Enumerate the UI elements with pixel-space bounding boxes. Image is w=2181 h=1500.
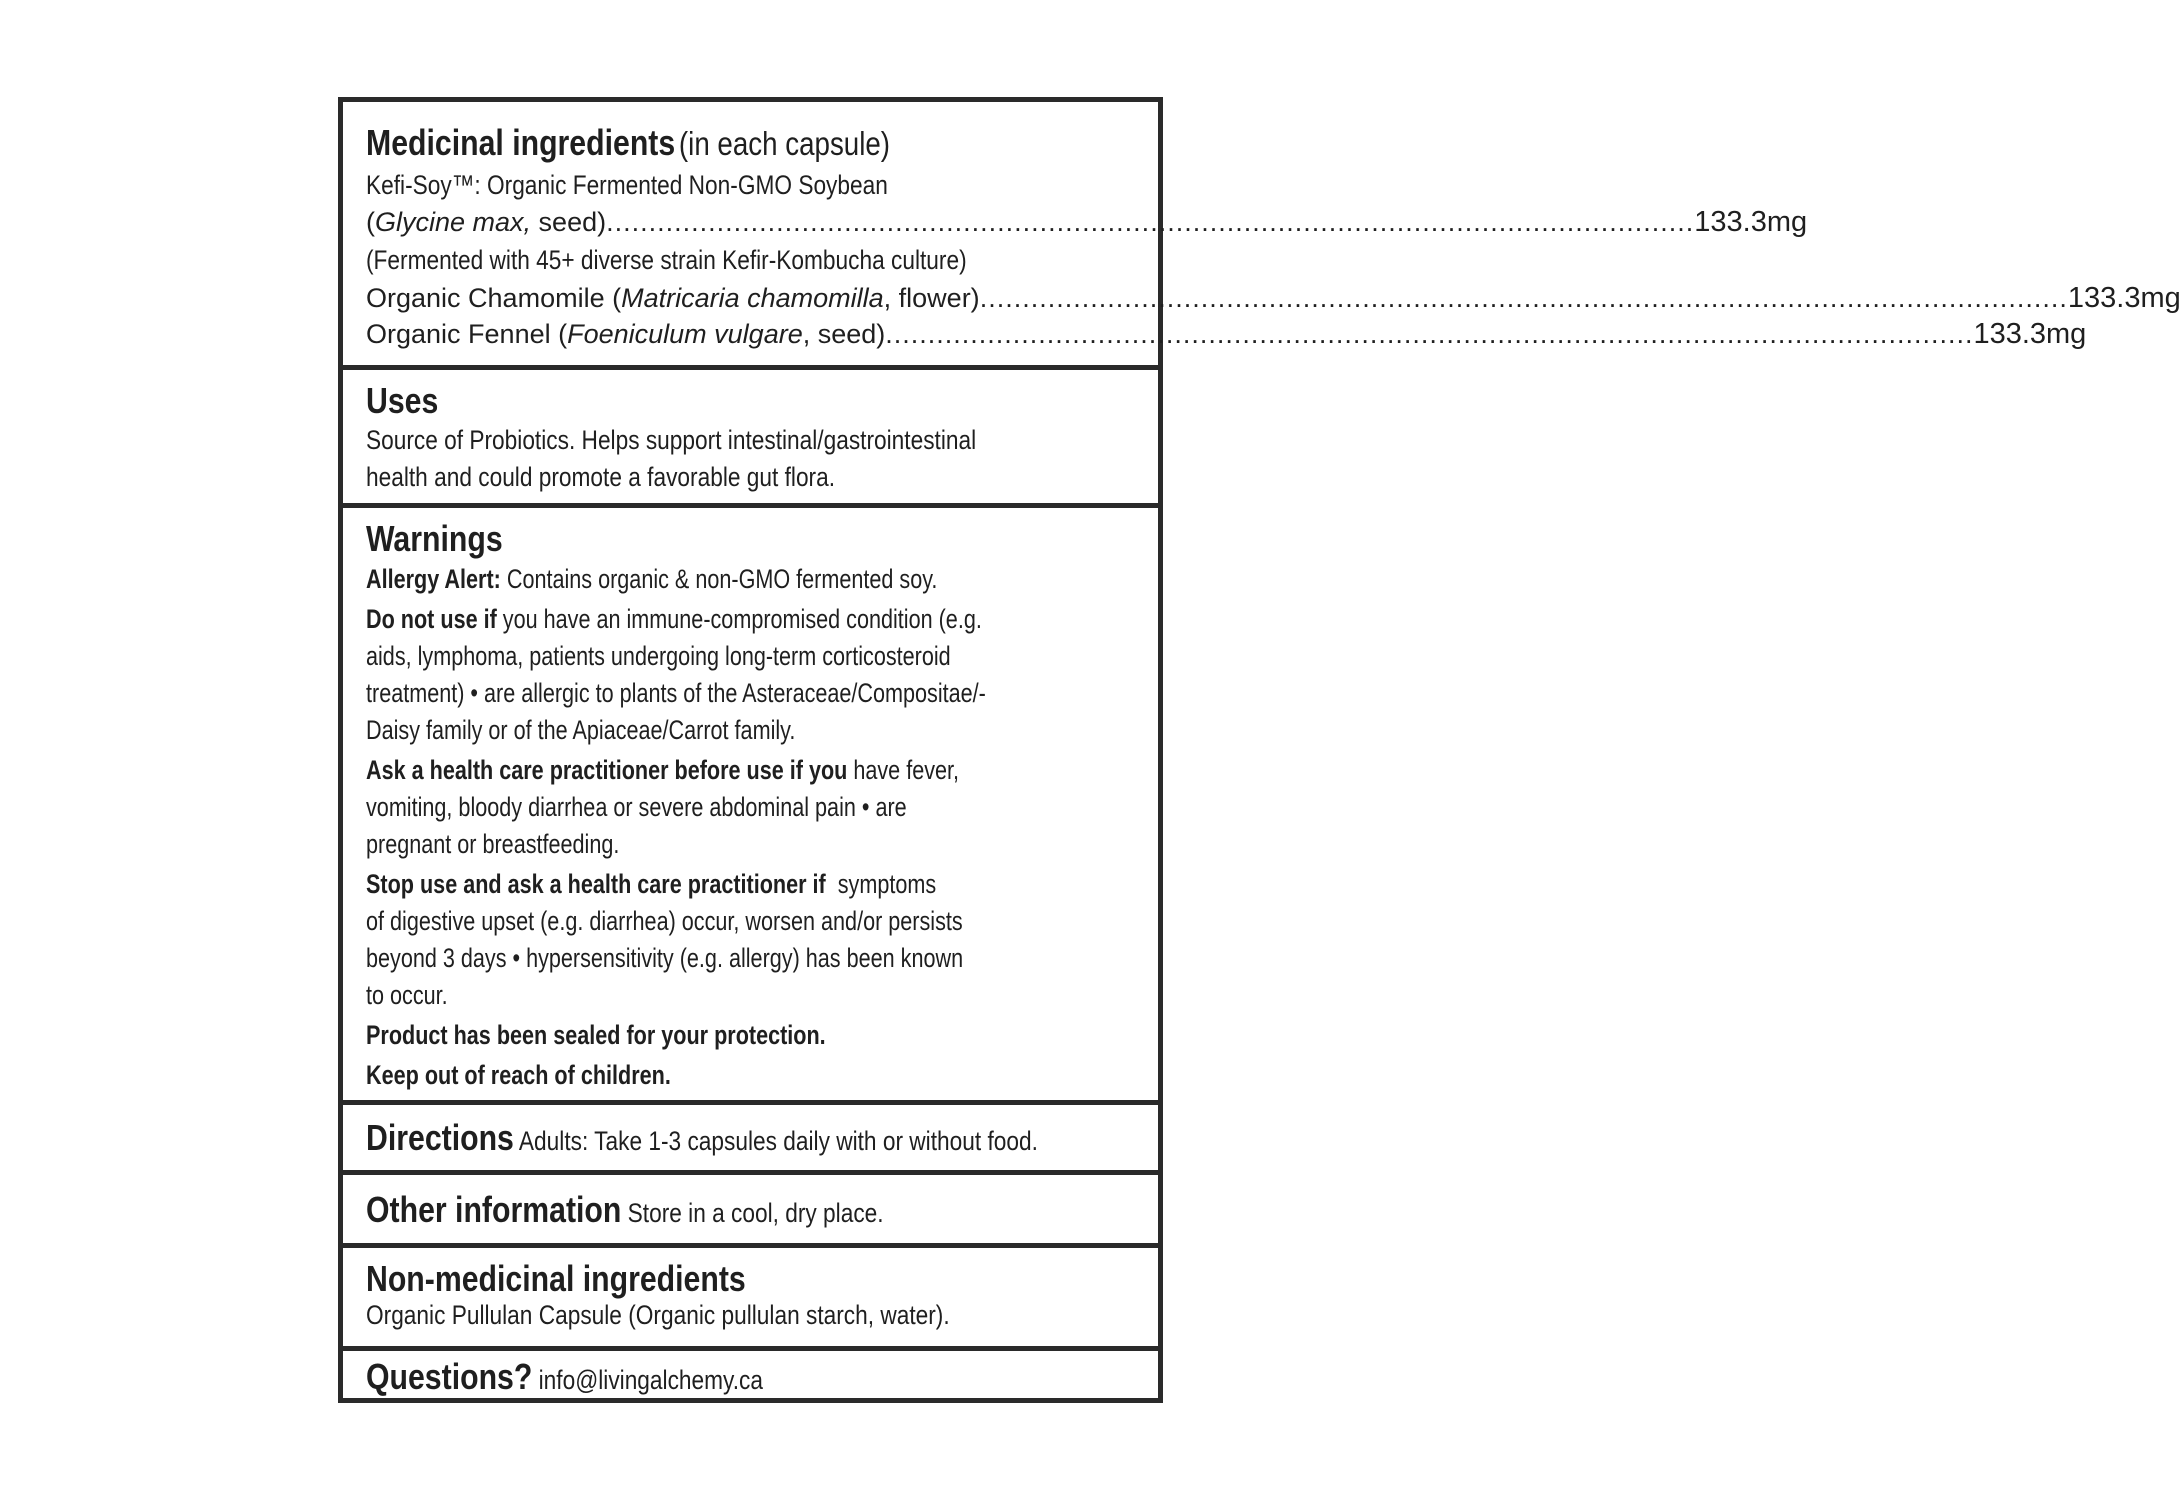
leader-dots: ................................................................................................................................ [606,207,1695,237]
directions-section [343,1100,1158,1170]
questions-section [343,1346,1158,1398]
sealed-notice: Product has been sealed for your protection. [366,1020,826,1050]
non-medicinal-heading: Non-medicinal ingredients [366,1258,746,1299]
warnings-heading: Warnings [366,518,503,559]
supplement-facts-label [338,97,2181,1403]
kefi-soy-line: Kefi-Soy™: Organic Fermented Non-GMO Soybean [366,170,888,200]
other-information-section [343,1170,1158,1243]
soy-amount: 133.3mg [1694,206,1808,238]
uses-text-line-2: health and could promote a favorable gut flora. [366,462,836,492]
medicinal-heading: Medicinal ingredients [366,122,676,163]
ask-practitioner-label: Ask a health care practitioner before use if you [366,755,848,785]
non-medicinal-section [343,1243,1158,1346]
fennel-latin-name: Foeniculum vulgare [567,319,803,349]
directions-heading: Directions [366,1117,514,1158]
do-not-use-line-2: aids, lymphoma, patients undergoing long-term corticosteroid [366,641,951,671]
ask-line-3: pregnant or breastfeeding. [366,829,620,859]
fennel-amount: 133.3mg [1973,318,2087,350]
ingredient-row-soy: (Glycine max, seed) ................................................................................................................................ 133.3mg [366,206,1808,238]
soy-latin-name: Glycine max, [375,207,532,237]
questions-email[interactable]: info@livingalchemy.ca [532,1365,763,1395]
other-information-heading: Other information [366,1189,622,1230]
uses-section [343,365,1158,503]
allergy-alert-text: Contains organic & non-GMO fermented soy. [500,564,938,594]
allergy-alert-label: Allergy Alert: [366,564,501,594]
chamomile-latin-name: Matricaria chamomilla [621,283,884,313]
uses-text-line-1: Source of Probiotics. Helps support intestinal/gastrointestinal [366,425,977,455]
leader-dots: ................................................................................................................................ [885,319,1974,349]
stop-use-label: Stop use and ask a health care practitioner if [366,869,826,899]
other-information-text: Store in a cool, dry place. [621,1198,884,1228]
stop-line-2: of digestive upset (e.g. diarrhea) occur, worsen and/or persists [366,906,963,936]
stop-line-3: beyond 3 days • hypersensitivity (e.g. allergy) has been known [366,943,964,973]
uses-heading: Uses [366,380,439,421]
medicinal-heading-note: (in each capsule) [678,125,891,162]
ingredient-row-fennel: Organic Fennel (Foeniculum vulgare, seed) ................................................................................................................................ 133.3mg [366,318,2087,350]
ask-line-2: vomiting, bloody diarrhea or severe abdominal pain • are [366,792,907,822]
leader-dots: ................................................................................................................................ [979,283,2068,313]
warnings-section: Warnings Allergy Alert: Contains organic & non-GMO fermented soy. Do not use if you have an immune-compromised condition (e.g. aids, lymphoma, patients undergoing long-term corticosteroid treatment) • are allergic to plants of the Asteraceae/Compositae/- Daisy family or of the Apiaceae/Carrot family. Ask a health care practitioner before use if you have fever, vomiting, bloody diarrhea or severe abdominal pain • are pregnant or breastfeeding. Stop use and ask a health care practitioner if symptoms of digestive upset (e.g. diarrhea) occur, worsen and/or persists beyond 3 days • hypersensitivity (e.g. allergy) has been known to occur. Product has been sealed for your protection. Keep out of reach of children. [343,503,1158,1100]
ingredient-row-chamomile: Organic Chamomile (Matricaria chamomilla, flower) ................................................................................................................................ 133.3mg [366,282,2181,314]
stop-line-4: to occur. [366,980,448,1010]
directions-text: Adults: Take 1-3 capsules daily with or without food. [513,1126,1038,1156]
do-not-use-line-4: Daisy family or of the Apiaceae/Carrot family. [366,715,796,745]
ferment-note: (Fermented with 45+ diverse strain Kefir-Kombucha culture) [366,245,967,275]
chamomile-amount: 133.3mg [2067,282,2181,314]
keep-out-of-reach-notice: Keep out of reach of children. [366,1060,671,1090]
medicinal-ingredients-section [343,102,2181,365]
questions-heading: Questions? [366,1356,533,1397]
non-medicinal-text: Organic Pullulan Capsule (Organic pullulan starch, water). [366,1300,950,1330]
do-not-use-label: Do not use if [366,604,497,634]
do-not-use-line-3: treatment) • are allergic to plants of the Asteraceae/Compositae/- [366,678,986,708]
